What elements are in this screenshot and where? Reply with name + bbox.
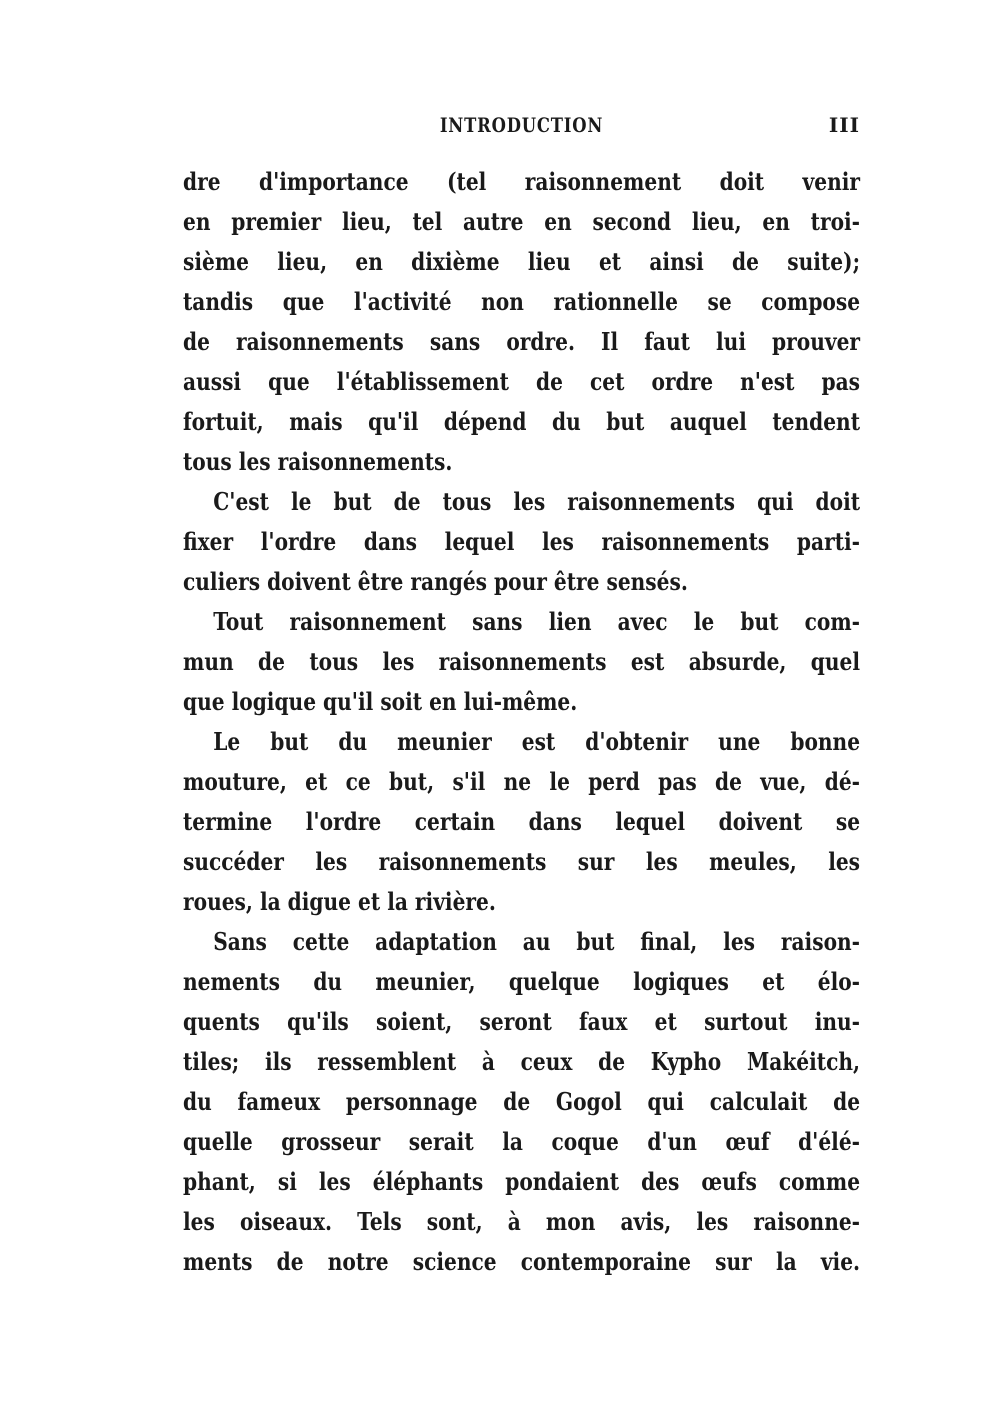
text-line: roues, la digue et la rivière. <box>183 887 496 916</box>
text-line: Tout raisonnement sans lien avec le but com- <box>213 607 861 636</box>
text-line: mun de tous les raisonnements est absurde, quel <box>183 647 861 676</box>
text-line: fixer l'ordre dans lequel les raisonnements parti- <box>183 527 861 556</box>
text-line: du fameux personnage de Gogol qui calculait de <box>183 1087 861 1116</box>
running-title: INTRODUCTION <box>439 113 604 137</box>
page-number: III <box>828 113 860 137</box>
text-line: tous les raisonnements. <box>183 447 453 476</box>
text-line: quelle grosseur serait la coque d'un œuf d'élé- <box>183 1127 861 1156</box>
text-line: aussi que l'établissement de cet ordre n'est pas <box>183 367 861 396</box>
running-head <box>183 113 860 143</box>
text-line: nements du meunier, quelque logiques et élo- <box>183 967 861 996</box>
text-line: phant, si les éléphants pondaient des œufs comme <box>183 1167 861 1196</box>
text-line: de raisonnements sans ordre. Il faut lui prouver <box>183 327 861 356</box>
text-line: culiers doivent être rangés pour être sensés. <box>183 567 688 596</box>
body-text <box>183 162 860 1282</box>
text-line: dre d'importance (tel raisonnement doit venir <box>183 167 861 196</box>
text-line: mouture, et ce but, s'il ne le perd pas de vue, dé- <box>183 767 861 796</box>
text-line: en premier lieu, tel autre en second lieu, en troi- <box>183 207 861 236</box>
text-line: ments de notre science contemporaine sur la vie. <box>183 1247 861 1276</box>
text-line: que logique qu'il soit en lui-même. <box>183 687 578 716</box>
text-line: C'est le but de tous les raisonnements qui doit <box>213 487 861 516</box>
text-line: tandis que l'activité non rationnelle se compose <box>183 287 861 316</box>
text-line: sième lieu, en dixième lieu et ainsi de suite); <box>183 247 861 276</box>
text-line: les oiseaux. Tels sont, à mon avis, les raisonne- <box>183 1207 861 1236</box>
text-line: succéder les raisonnements sur les meules, les <box>183 847 861 876</box>
text-line: tiles; ils ressemblent à ceux de Kypho Makéitch, <box>183 1047 861 1076</box>
text-line: fortuit, mais qu'il dépend du but auquel tendent <box>183 407 861 436</box>
text-line: Le but du meunier est d'obtenir une bonne <box>213 727 861 756</box>
text-line: Sans cette adaptation au but final, les raison- <box>213 927 861 956</box>
text-line: quents qu'ils soient, seront faux et surtout inu- <box>183 1007 861 1036</box>
text-line: termine l'ordre certain dans lequel doivent se <box>183 807 861 836</box>
